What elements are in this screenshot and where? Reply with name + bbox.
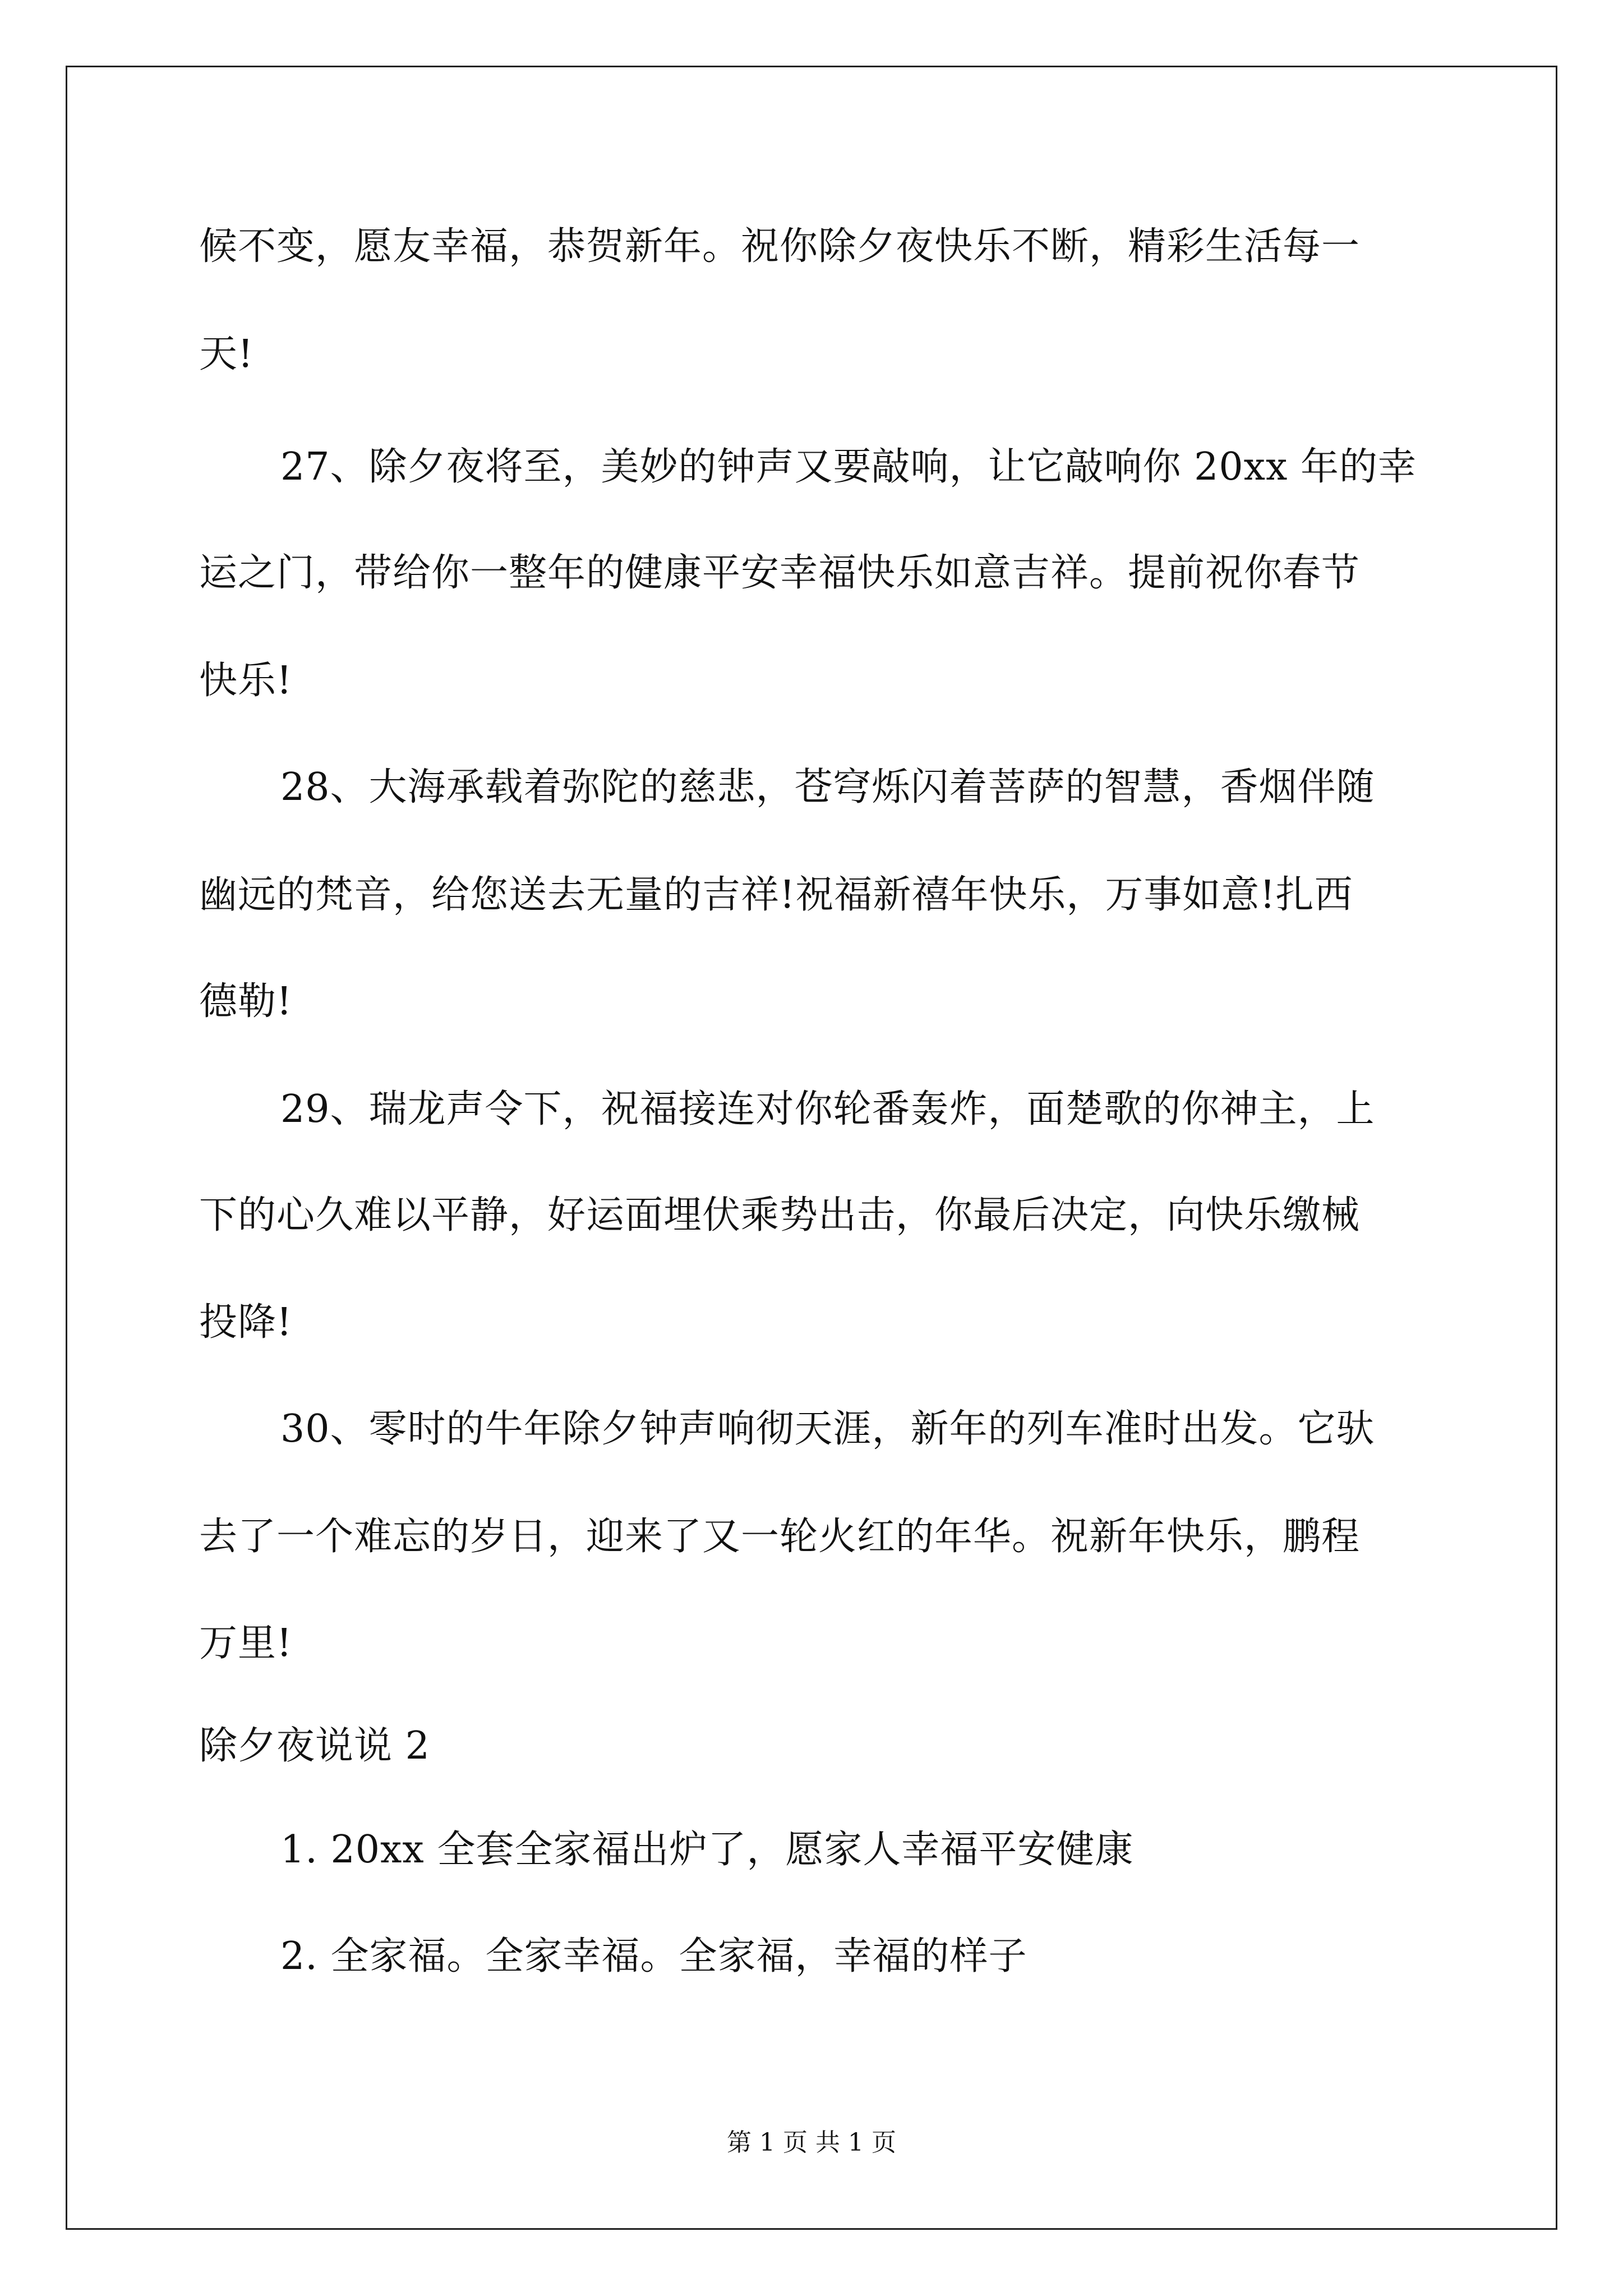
paragraph-line: 幽远的梵音，给您送去无量的吉祥!祝福新禧年快乐，万事如意!扎西 bbox=[199, 873, 1353, 917]
page-border bbox=[66, 66, 1557, 2230]
paragraph-line: 29、瑞龙声令下，祝福接连对你轮番轰炸，面楚歌的你神主，上 bbox=[280, 1087, 1375, 1131]
paragraph-line: 投降! bbox=[199, 1300, 293, 1345]
paragraph-line: 下的心久难以平静，好运面埋伏乘势出击，你最后决定，向快乐缴械 bbox=[199, 1193, 1361, 1237]
paragraph-line: 运之门，带给你一整年的健康平安幸福快乐如意吉祥。提前祝你春节 bbox=[199, 551, 1361, 595]
list-item: 2. 全家福。全家幸福。全家福，幸福的样子 bbox=[280, 1934, 1027, 1978]
paragraph-line: 候不变，愿友幸福，恭贺新年。祝你除夕夜快乐不断，精彩生活每一 bbox=[199, 224, 1361, 269]
section-heading: 除夕夜说说 2 bbox=[199, 1724, 430, 1768]
page-footer: 第 1 页 共 1 页 bbox=[727, 2128, 896, 2157]
paragraph-line: 万里! bbox=[199, 1621, 293, 1665]
paragraph-line: 去了一个难忘的岁日，迎来了又一轮火红的年华。祝新年快乐，鹏程 bbox=[199, 1515, 1361, 1559]
paragraph-line: 27、除夕夜将至，美妙的钟声又要敲响，让它敲响你 20xx 年的幸 bbox=[280, 445, 1417, 489]
paragraph-line: 天! bbox=[199, 332, 254, 376]
paragraph-line: 30、零时的牛年除夕钟声响彻天涯，新年的列车准时出发。它驮 bbox=[280, 1407, 1375, 1451]
paragraph-line: 快乐! bbox=[199, 659, 293, 703]
paragraph-line: 德勒! bbox=[199, 979, 293, 1024]
list-item: 1. 20xx 全套全家福出炉了，愿家人幸福平安健康 bbox=[280, 1828, 1134, 1872]
paragraph-line: 28、大海承载着弥陀的慈悲，苍穹烁闪着菩萨的智慧，香烟伴随 bbox=[280, 765, 1375, 809]
